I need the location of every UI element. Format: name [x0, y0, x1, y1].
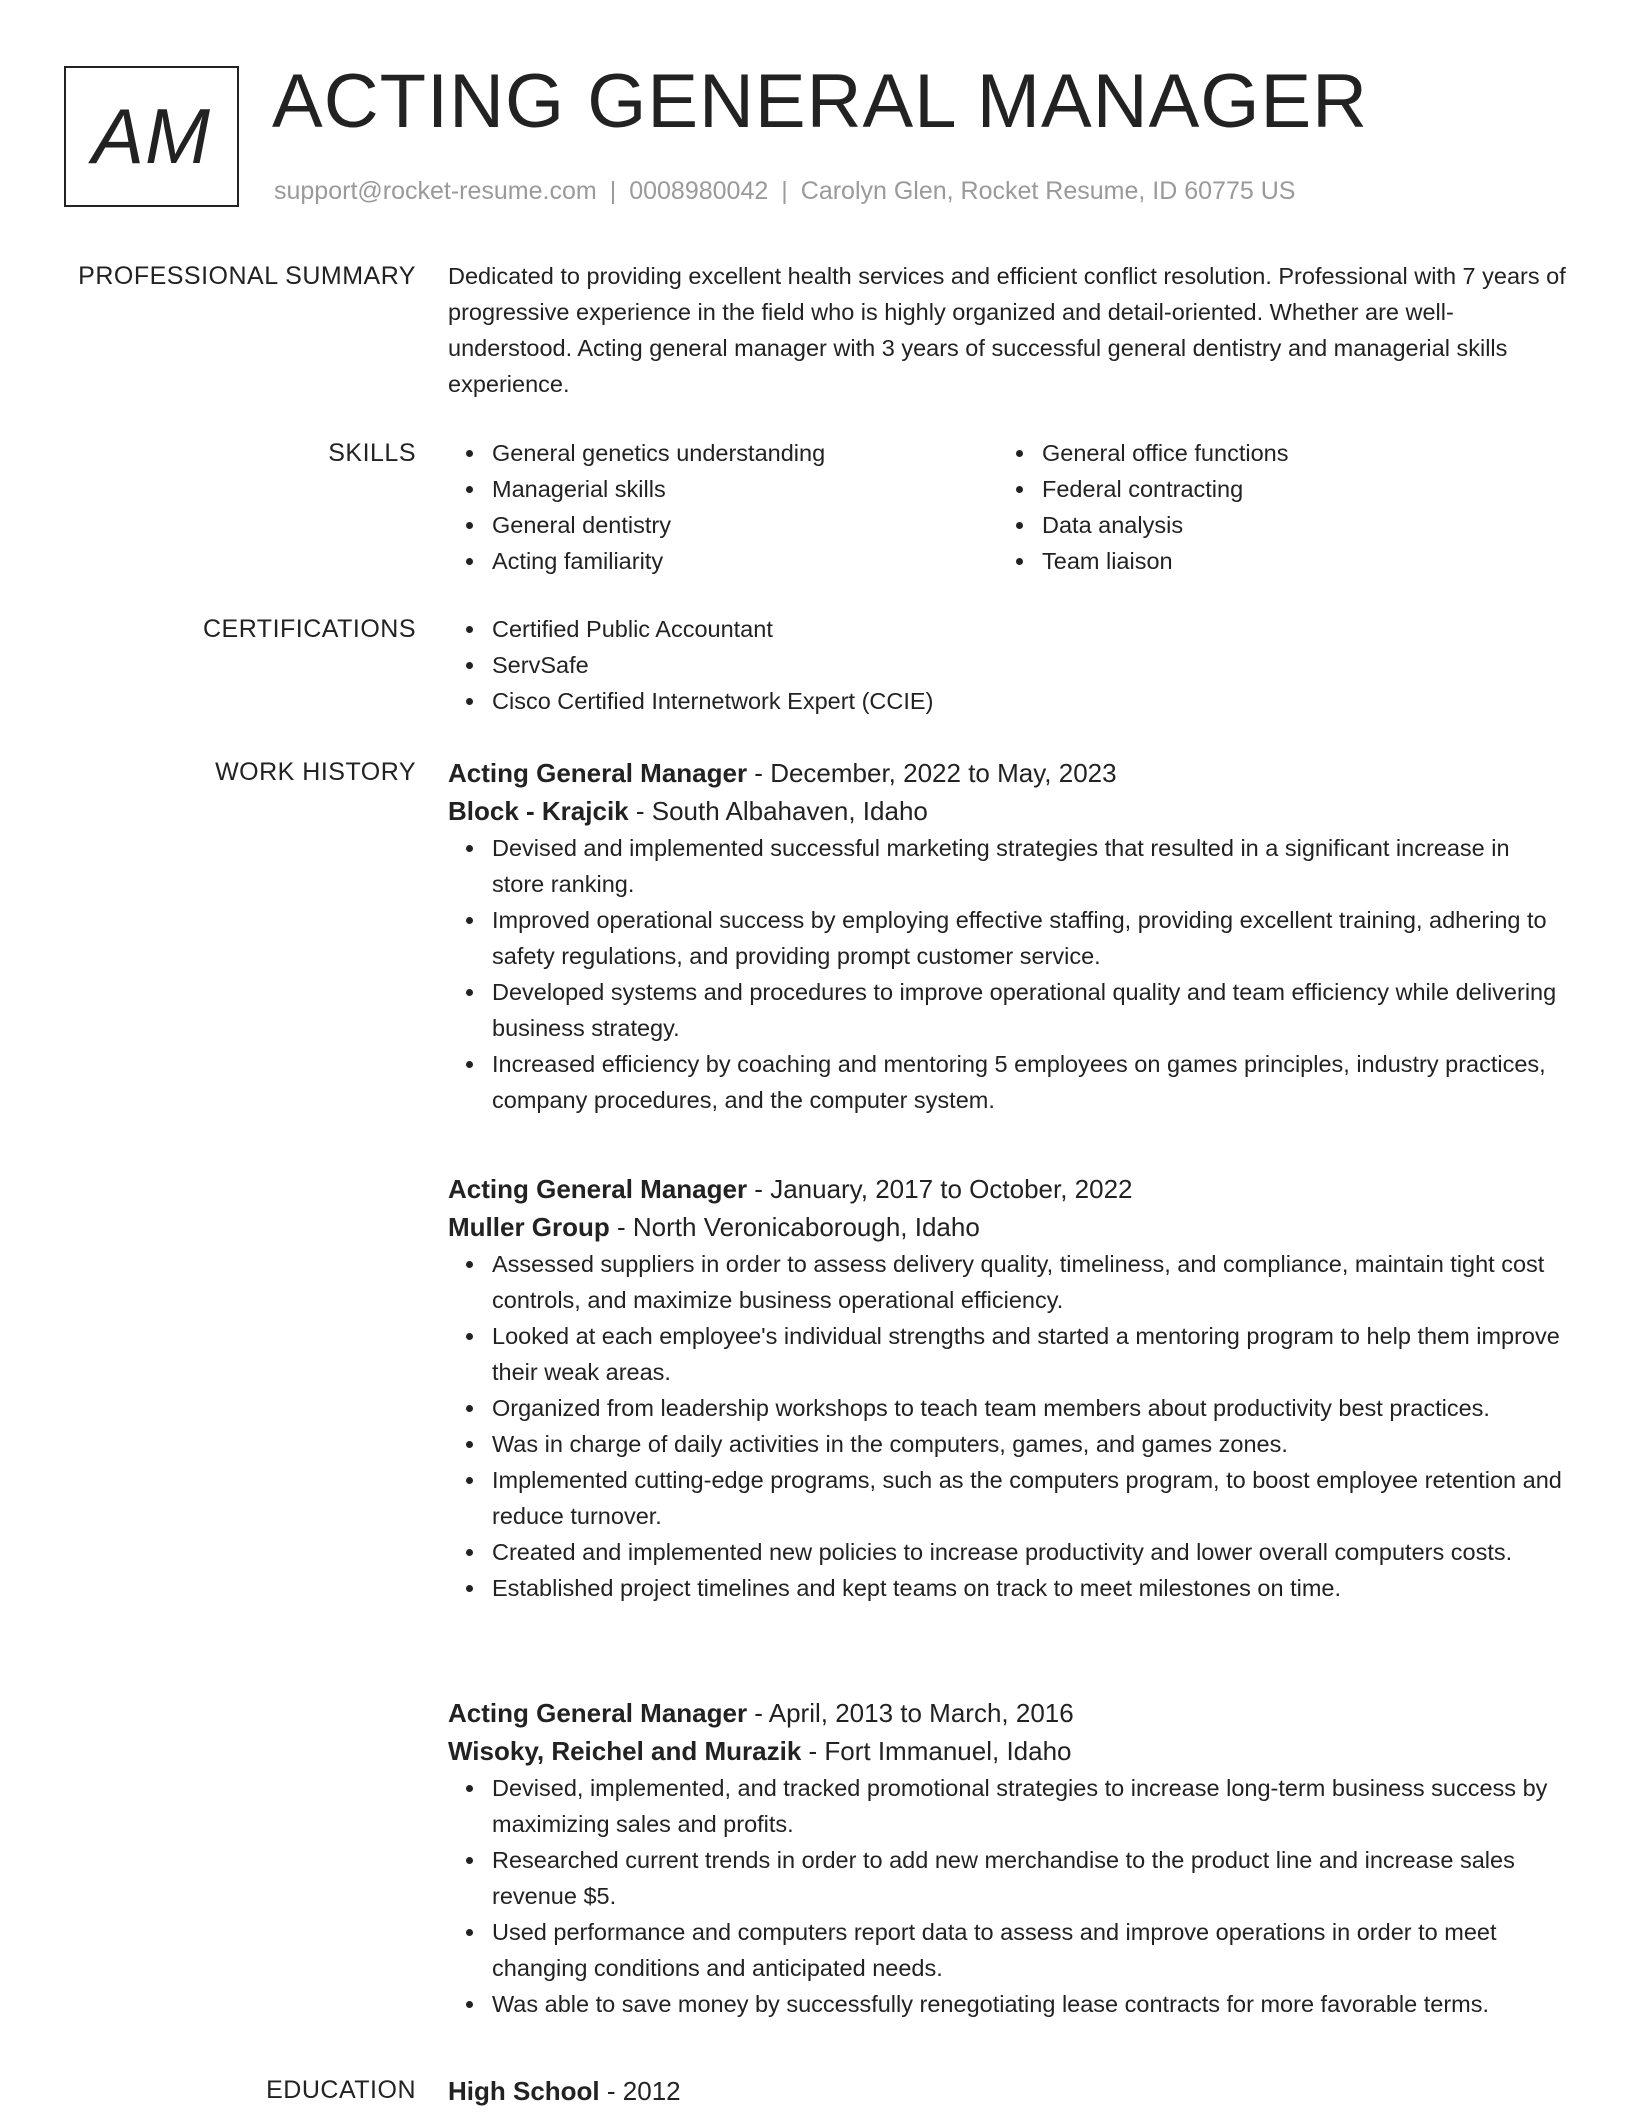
dash: -	[609, 1212, 633, 1242]
dash: -	[747, 758, 771, 788]
contact-phone: 0008980042	[629, 177, 769, 205]
job-title: Acting General Manager	[448, 1174, 748, 1204]
job-company: Block - Krajcik	[448, 796, 629, 826]
job-dates: December, 2022 to May, 2023	[770, 758, 1117, 788]
job-company-line	[448, 1208, 1568, 1246]
skill-item: Managerial skills	[492, 471, 998, 507]
dash: -	[628, 796, 652, 826]
job-bullet: Implemented cutting-edge programs, such as the computers program, to boost employee retention and reduce turnover.	[492, 1462, 1568, 1534]
education-body	[448, 2072, 1568, 2110]
monogram: AM	[64, 66, 239, 207]
job-title-line	[448, 1694, 1568, 1732]
job-bullets	[448, 1770, 1568, 2022]
job-company-line	[448, 1732, 1568, 1770]
skill-item: Data analysis	[1042, 507, 1548, 543]
education-degree: High School	[448, 2076, 600, 2106]
job-location: North Veronicaborough, Idaho	[632, 1212, 980, 1242]
summary-text: Dedicated to providing excellent health services and efficient conflict resolution. Professional with 7 years of progressive experience in the field who is highly organized and detail-oriented. Whether are well-understood. Acting general manager with 3 years of successful general dentistry and managerial skills experience.	[448, 263, 1566, 397]
job-bullet: Improved operational success by employing effective staffing, providing excellent training, adhering to safety regulations, and providing prompt customer service.	[492, 902, 1568, 974]
dash: -	[747, 1174, 771, 1204]
section-label-work-history: WORK HISTORY	[215, 758, 416, 786]
skills-list-right	[998, 435, 1548, 579]
skill-item: Federal contracting	[1042, 471, 1548, 507]
education-line	[448, 2072, 1568, 2110]
dash: -	[599, 2076, 623, 2106]
job-company: Wisoky, Reichel and Murazik	[448, 1736, 802, 1766]
job-dates: January, 2017 to October, 2022	[770, 1174, 1133, 1204]
job-title-line	[448, 754, 1568, 792]
resume-title: ACTING GENERAL MANAGER	[272, 59, 1369, 144]
skills-body	[448, 435, 1568, 579]
job-company: Muller Group	[448, 1212, 610, 1242]
section-label-summary: PROFESSIONAL SUMMARY	[78, 262, 416, 290]
skill-item: Acting familiarity	[492, 543, 998, 579]
section-label-certifications: CERTIFICATIONS	[202, 615, 416, 643]
contact-email: support@rocket-resume.com	[274, 177, 597, 205]
job-title: Acting General Manager	[448, 758, 748, 788]
summary-body	[448, 258, 1568, 402]
section-label-education: EDUCATION	[266, 2076, 416, 2104]
job-bullet: Organized from leadership workshops to teach team members about productivity best practices.	[492, 1390, 1568, 1426]
job-bullet: Devised, implemented, and tracked promotional strategies to increase long-term business success by maximizing sales and profits.	[492, 1770, 1568, 1842]
skill-item: General office functions	[1042, 435, 1548, 471]
contact-separator: |	[609, 177, 617, 205]
skills-list-left	[448, 435, 998, 579]
job-bullet: Researched current trends in order to add new merchandise to the product line and increase sales revenue $5.	[492, 1842, 1568, 1914]
job-title: Acting General Manager	[448, 1698, 748, 1728]
dash: -	[801, 1736, 825, 1766]
job-bullet: Was able to save money by successfully renegotiating lease contracts for more favorable terms.	[492, 1986, 1568, 2022]
job-title-line	[448, 1170, 1568, 1208]
education-year: 2012	[622, 2076, 681, 2106]
job-bullet: Used performance and computers report data to assess and improve operations in order to meet changing conditions and anticipated needs.	[492, 1914, 1568, 1986]
section-label-skills: SKILLS	[328, 439, 416, 467]
job-company-line	[448, 792, 1568, 830]
job-bullet: Looked at each employee's individual strengths and started a mentoring program to help them improve their weak areas.	[492, 1318, 1568, 1390]
certification-item: ServSafe	[492, 647, 1568, 683]
job-bullet: Increased efficiency by coaching and mentoring 5 employees on games principles, industry practices, company procedures, and the computer system.	[492, 1046, 1568, 1118]
job-entry	[448, 1170, 1568, 1606]
job-bullet: Created and implemented new policies to increase productivity and lower overall computers costs.	[492, 1534, 1568, 1570]
job-bullet: Devised and implemented successful marketing strategies that resulted in a significant increase in store ranking.	[492, 830, 1568, 902]
dash: -	[747, 1698, 769, 1728]
skill-item: General genetics understanding	[492, 435, 998, 471]
job-location: Fort Immanuel, Idaho	[824, 1736, 1072, 1766]
skill-item: General dentistry	[492, 507, 998, 543]
contact-address: Carolyn Glen, Rocket Resume, ID 60775 US	[800, 177, 1296, 205]
contact-line	[274, 174, 1295, 208]
job-bullet: Established project timelines and kept teams on track to meet milestones on time.	[492, 1570, 1568, 1606]
job-bullet: Was in charge of daily activities in the computers, games, and games zones.	[492, 1426, 1568, 1462]
job-bullet: Developed systems and procedures to improve operational quality and team efficiency while delivering business strategy.	[492, 974, 1568, 1046]
job-dates: April, 2013 to March, 2016	[768, 1698, 1074, 1728]
contact-separator: |	[781, 177, 788, 205]
certification-item: Cisco Certified Internetwork Expert (CCIE)	[492, 683, 1568, 719]
skill-item: Team liaison	[1042, 543, 1548, 579]
certification-item: Certified Public Accountant	[492, 611, 1568, 647]
job-bullets	[448, 1246, 1568, 1606]
job-bullets	[448, 830, 1568, 1118]
job-entry	[448, 1694, 1568, 2022]
certifications-list	[448, 611, 1568, 719]
job-location: South Albahaven, Idaho	[651, 796, 928, 826]
job-entry	[448, 754, 1568, 1118]
certifications-body	[448, 611, 1568, 719]
job-bullet: Assessed suppliers in order to assess delivery quality, timeliness, and compliance, maintain tight cost controls, and maximize business operational efficiency.	[492, 1246, 1568, 1318]
